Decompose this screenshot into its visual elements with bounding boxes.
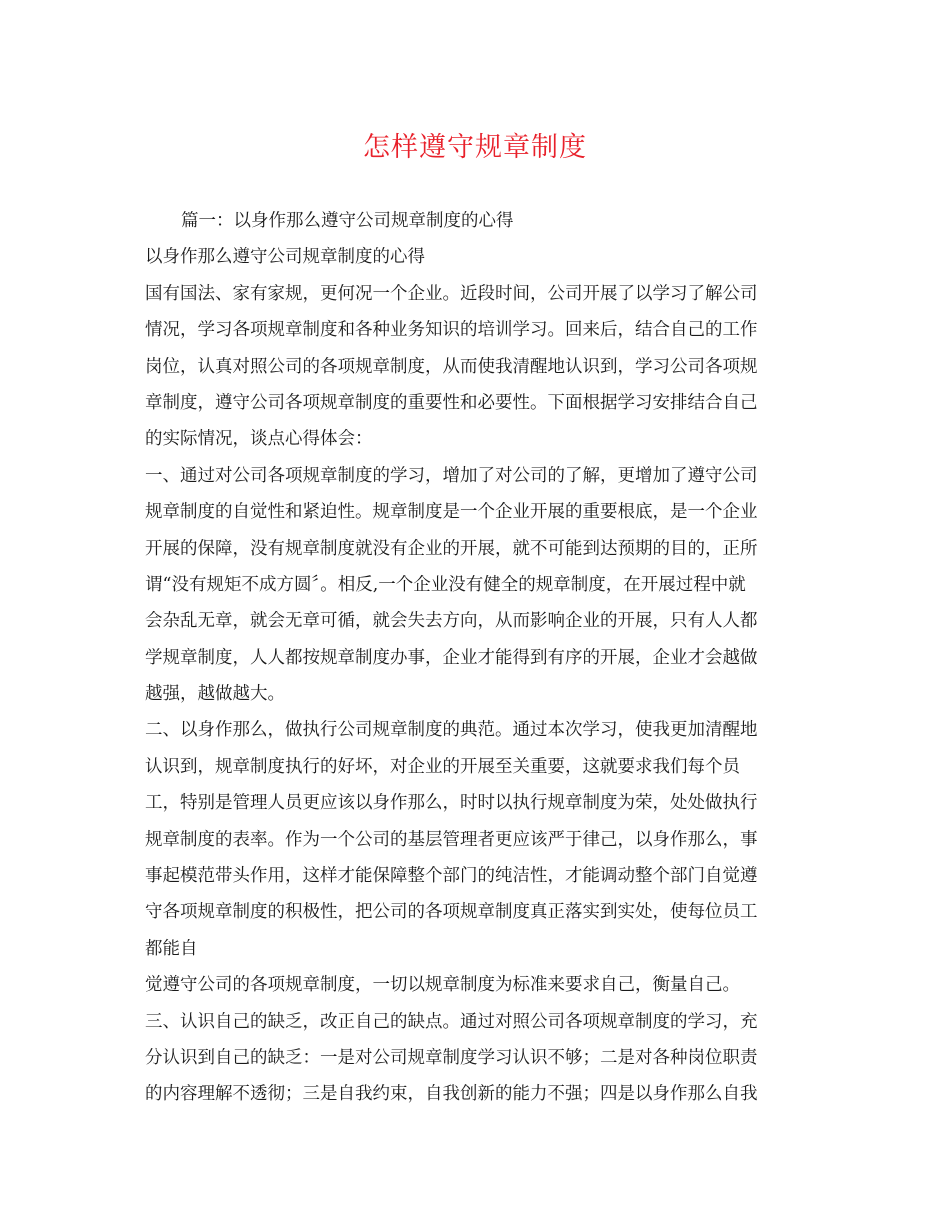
paragraph-line: 规章制度的自觉性和紧迫性。规章制度是一个企业开展的重要根底，是一个企业 bbox=[145, 502, 758, 523]
paragraph-line: 工，特别是管理人员更应该以身作那么，时时以执行规章制度为荣，处处做执行 bbox=[145, 793, 758, 814]
paragraph-line: 谓“没有规矩不成方圆〞。相反,一个企业没有健全的规章制度，在开展过程中就 bbox=[145, 574, 746, 595]
paragraph-line: 越强，越做越大。 bbox=[145, 684, 285, 705]
paragraph-line: 三、认识自己的缺乏，改正自己的缺点。通过对照公司各项规章制度的学习，充 bbox=[145, 1011, 758, 1032]
paragraph-line: 认识到，规章制度执行的好坏，对企业的开展至关重要，这就要求我们每个员 bbox=[145, 756, 740, 777]
paragraph-line: 学规章制度，人人都按规章制度办事，企业才能得到有序的开展，企业才会越做 bbox=[145, 647, 758, 668]
paragraph-line: 国有国法、家有家规，更何况一个企业。近段时间，公司开展了以学习了解公司 bbox=[145, 283, 758, 304]
paragraph-line: 的内容理解不透彻；三是自我约束，自我创新的能力不强；四是以身作那么自我 bbox=[145, 1084, 758, 1105]
paragraph-line: 二、以身作那么，做执行公司规章制度的典范。通过本次学习，使我更加清醒地 bbox=[145, 720, 758, 741]
paragraph-line: 守各项规章制度的积极性，把公司的各项规章制度真正落实到实处，使每位员工 bbox=[145, 902, 758, 923]
paragraph-line: 都能自 bbox=[145, 938, 198, 959]
subheading: 以身作那么遵守公司规章制度的心得 bbox=[145, 247, 425, 268]
paragraph-line: 事起模范带头作用，这样才能保障整个部门的纯洁性，才能调动整个部门自觉遵 bbox=[145, 866, 758, 887]
paragraph-line: 分认识到自己的缺乏：一是对公司规章制度学习认识不够；二是对各种岗位职责 bbox=[145, 1047, 758, 1068]
paragraph-line: 的实际情况，谈点心得体会： bbox=[145, 429, 373, 450]
section-heading: 篇一：以身作那么遵守公司规章制度的心得 bbox=[181, 211, 514, 231]
paragraph-line: 规章制度的表率。作为一个公司的基层管理者更应该严于律己，以身作那么，事 bbox=[145, 829, 758, 850]
document-body bbox=[145, 203, 805, 1113]
paragraph-line: 岗位，认真对照公司的各项规章制度，从而使我清醒地认识到，学习公司各项规 bbox=[145, 356, 758, 377]
paragraph-line: 觉遵守公司的各项规章制度，一切以规章制度为标准来要求自己，衡量自己。 bbox=[145, 975, 740, 996]
paragraph-line: 情况，学习各项规章制度和各种业务知识的培训学习。回来后，结合自己的工作 bbox=[145, 320, 758, 341]
paragraph-line: 会杂乱无章，就会无章可循，就会失去方向，从而影响企业的开展，只有人人都 bbox=[145, 611, 758, 632]
paragraph-line: 一、通过对公司各项规章制度的学习，增加了对公司的了解，更增加了遵守公司 bbox=[145, 465, 758, 486]
paragraph-line: 开展的保障，没有规章制度就没有企业的开展，就不可能到达预期的目的，正所 bbox=[145, 538, 758, 559]
document-title: 怎样遵守规章制度 bbox=[363, 132, 587, 163]
paragraph-line: 章制度，遵守公司各项规章制度的重要性和必要性。下面根据学习安排结合自己 bbox=[145, 392, 758, 413]
